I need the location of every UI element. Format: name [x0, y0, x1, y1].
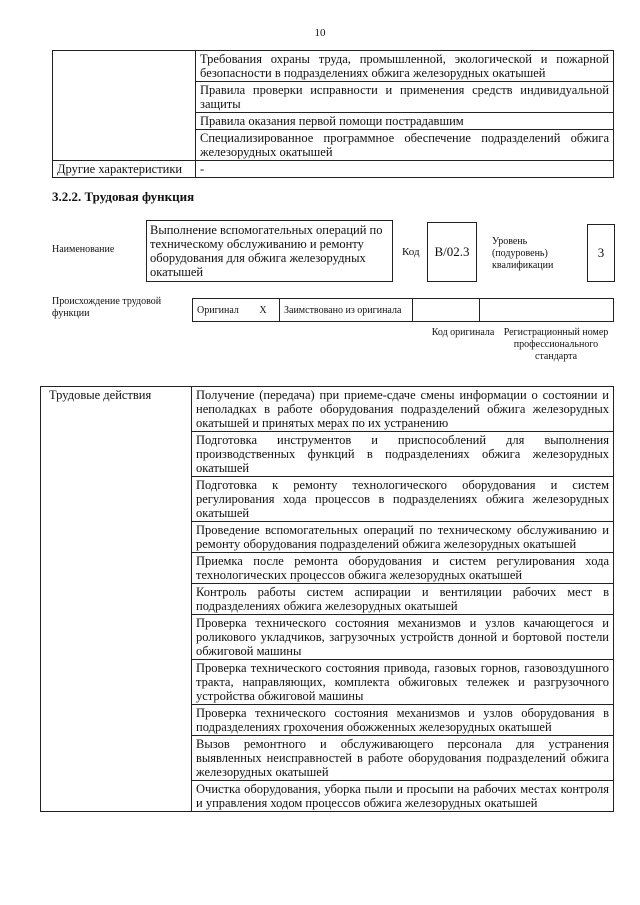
qualification-level-box: [587, 224, 615, 282]
labor-action-item: Проверка технического состояния привода, газовых горнов, газовоздушного тракта, направляющих, комплекта обжиговых тележек и разгрузочного устройства обжиговой машины: [192, 660, 614, 705]
origin-reg-caption: Регистрационный номер профессионального стандарта: [503, 327, 609, 362]
labor-action-item: Получение (передача) при приеме-сдаче смены информации о состоянии и неполадках в работе оборудования подразделений обжига железорудных окатышей и принятых мерах по их устранению: [192, 387, 614, 432]
labor-actions-table: [40, 386, 614, 812]
origin-code-caption: Код оригинала: [431, 327, 495, 338]
labor-actions-label: Трудовые действия: [41, 387, 192, 812]
origin-label: Происхождение трудовой функции: [52, 296, 162, 319]
code-label: Код: [402, 246, 420, 258]
origin-reg-cell: [480, 299, 614, 322]
other-characteristics-label: Другие характеристики: [53, 161, 196, 178]
function-code-box: [427, 222, 477, 282]
labor-action-item: Контроль работы систем аспирации и вентиляции рабочих мест в подразделениях обжига железорудных окатышей: [192, 584, 614, 615]
page-number: 10: [314, 27, 326, 39]
labor-action-item: Очистка оборудования, уборка пыли и просыпи на рабочих местах контроля и управления ходом процессов обжига железорудных окатышей: [192, 781, 614, 812]
knowledge-continuation-table: [52, 50, 614, 178]
labor-action-item: Вызов ремонтного и обслуживающего персонала для устранения выявленных неисправностей в работе оборудования подразделений обжига железорудных окатышей: [192, 736, 614, 781]
table-row: [193, 299, 614, 322]
labor-action-item: Проверка технического состояния механизмов и узлов качающегося и роликового укладчиков, загрузочных устройств донной и бортовой постели обжиговой машины: [192, 615, 614, 660]
borrowed-label: Заимствовано из оригинала: [280, 299, 413, 322]
origin-table: [192, 298, 614, 322]
table-row: [41, 387, 614, 432]
labor-action-item: Проверка технического состояния механизмов и узлов оборудования в подразделениях грохочения обожженных железорудных окатышей: [192, 705, 614, 736]
table-cell-empty: [53, 51, 196, 161]
knowledge-item: Требования охраны труда, промышленной, экологической и пожарной безопасности в подразделениях обжига железорудных окатышей: [196, 51, 614, 82]
knowledge-item: Правила оказания первой помощи пострадавшим: [196, 113, 614, 130]
function-name-box: Выполнение вспомогательных операций по техническому обслуживанию и ремонту оборудования для обжига железорудных окатышей: [146, 220, 393, 282]
origin-code-cell: [413, 299, 480, 322]
original-label: Оригинал: [193, 299, 248, 322]
labor-action-item: Приемка после ремонта оборудования и систем регулирования хода технологических процессов обжига железорудных окатышей: [192, 553, 614, 584]
knowledge-item: Специализированное программное обеспечение подразделений обжига железорудных окатышей: [196, 130, 614, 161]
qualification-level: 3: [597, 245, 605, 260]
labor-action-item: Проведение вспомогательных операций по техническому обслуживанию и ремонту оборудования подразделений обжига железорудных окатышей: [192, 522, 614, 553]
other-characteristics-value: -: [196, 161, 614, 178]
knowledge-item: Правила проверки исправности и применения средств индивидуальной защиты: [196, 82, 614, 113]
labor-action-item: Подготовка к ремонту технологического оборудования и систем регулирования хода процессов в подразделениях обжига железорудных окатышей: [192, 477, 614, 522]
table-row: [53, 161, 614, 178]
table-row: [53, 51, 614, 82]
level-label: Уровень (подуровень) квалификации: [492, 236, 554, 271]
function-code: B/02.3: [434, 244, 470, 259]
original-mark: X: [247, 299, 280, 322]
labor-action-item: Подготовка инструментов и приспособлений для выполнения производственных функций в подразделениях обжига железорудных окатышей: [192, 432, 614, 477]
function-name-label: Наименование: [52, 244, 115, 255]
section-heading: 3.2.2. Трудовая функция: [52, 189, 195, 204]
